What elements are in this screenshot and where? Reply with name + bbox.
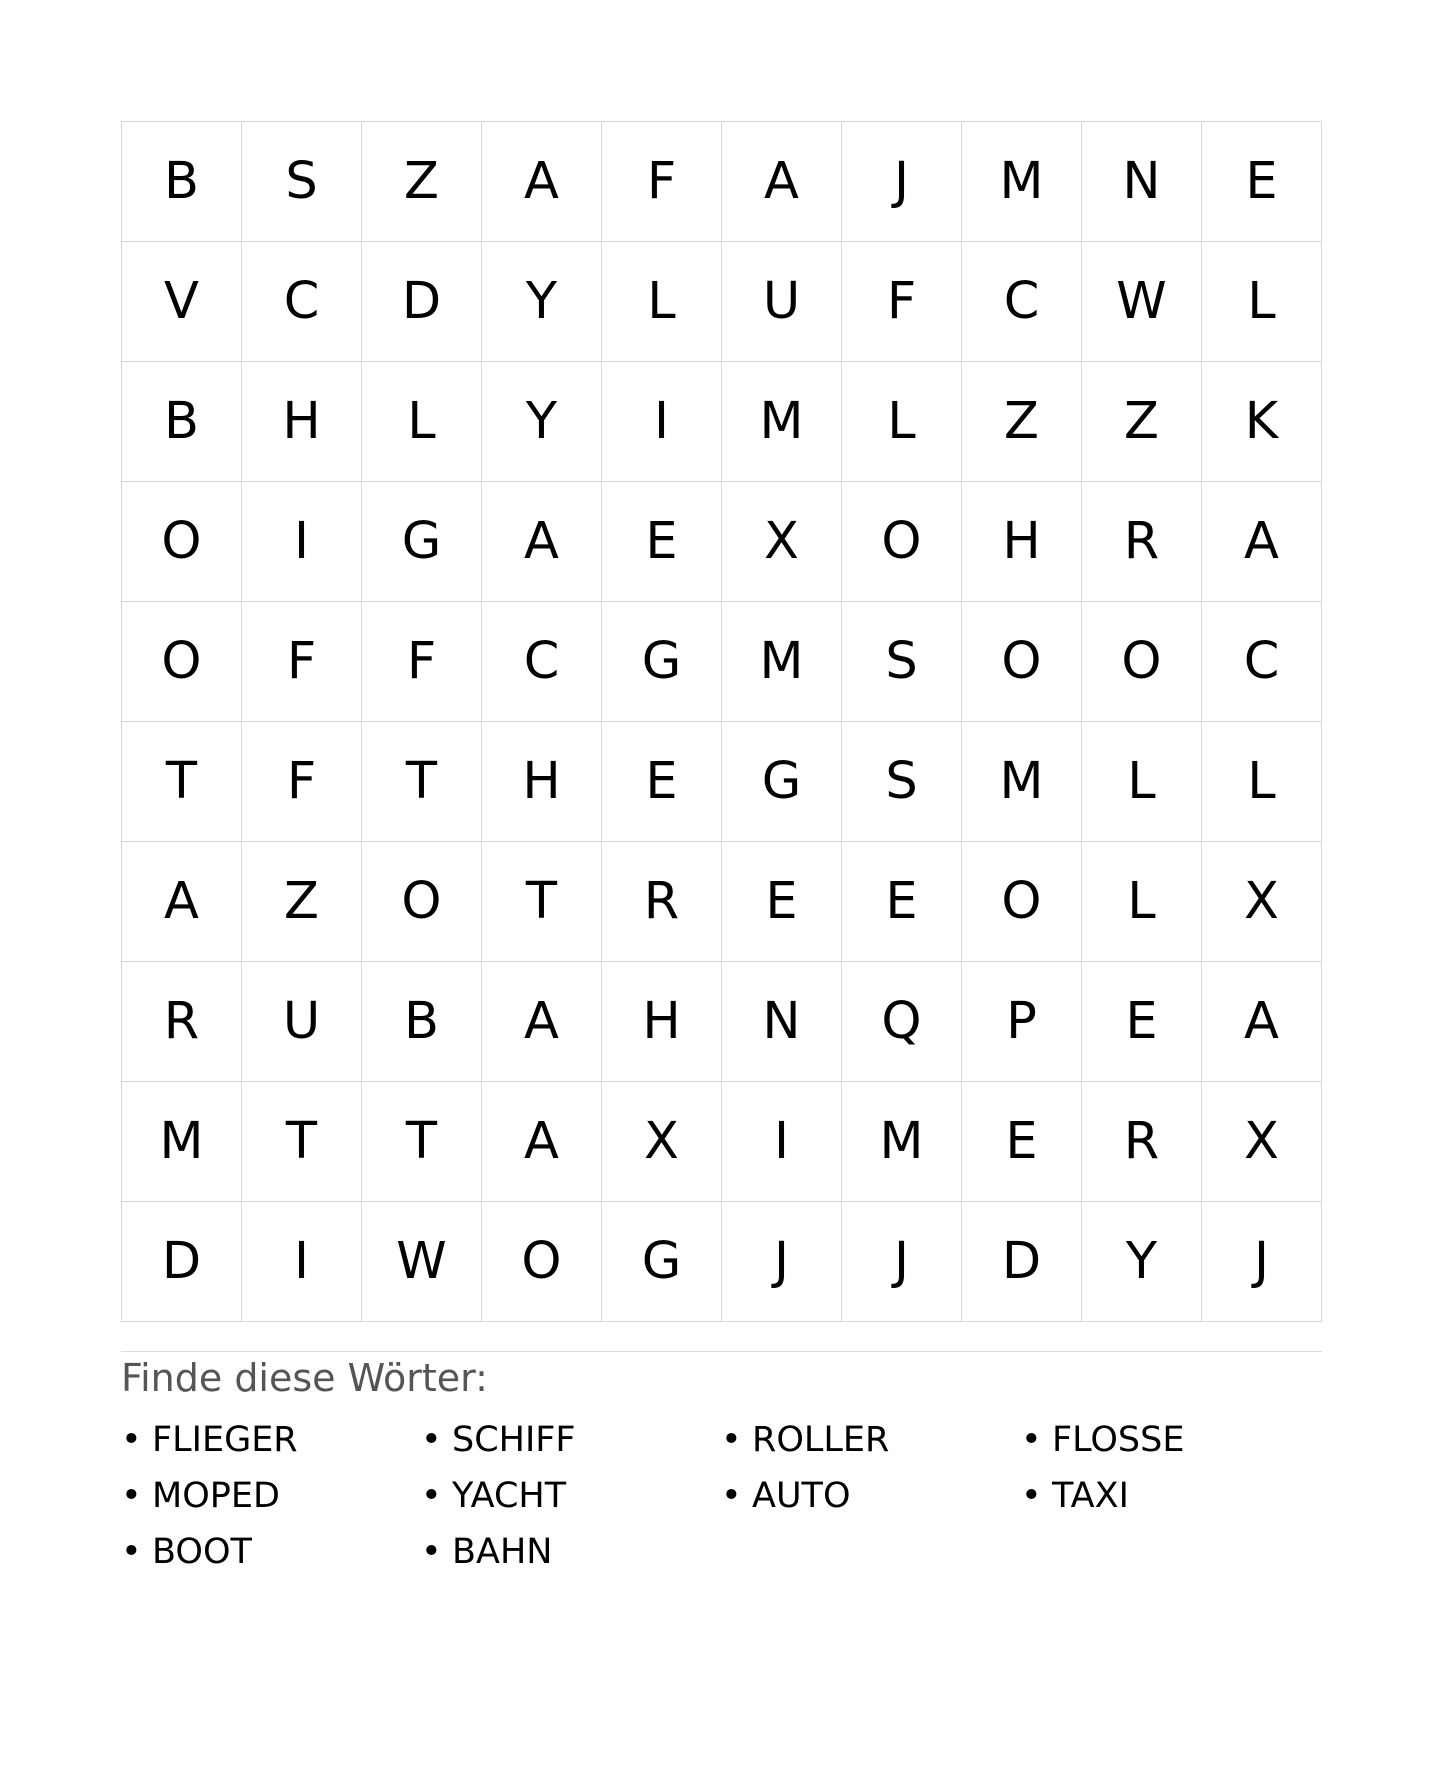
grid-cell[interactable]: C	[242, 242, 362, 362]
word-label: BOOT	[152, 1531, 252, 1572]
grid-cell[interactable]: G	[602, 602, 722, 722]
grid-cell[interactable]: G	[602, 1202, 722, 1322]
grid-cell[interactable]: M	[722, 362, 842, 482]
grid-cell[interactable]: O	[122, 482, 242, 602]
grid-cell[interactable]: O	[482, 1202, 602, 1322]
grid-cell[interactable]: N	[1082, 122, 1202, 242]
grid-cell[interactable]: Y	[482, 242, 602, 362]
grid-cell[interactable]: O	[962, 842, 1082, 962]
word-label: FLIEGER	[152, 1419, 298, 1460]
bullet-icon: •	[121, 1475, 142, 1516]
word-label: ROLLER	[752, 1419, 890, 1460]
grid-cell[interactable]: A	[482, 482, 602, 602]
grid-cell[interactable]: F	[362, 602, 482, 722]
grid-cell[interactable]: R	[602, 842, 722, 962]
grid-cell[interactable]: T	[362, 722, 482, 842]
grid-cell[interactable]: M	[722, 602, 842, 722]
bullet-icon: •	[721, 1475, 742, 1516]
grid-cell[interactable]: D	[122, 1202, 242, 1322]
grid-cell[interactable]: Z	[962, 362, 1082, 482]
grid-cell[interactable]: W	[1082, 242, 1202, 362]
grid-cell[interactable]: P	[962, 962, 1082, 1082]
grid-cell[interactable]: J	[842, 122, 962, 242]
grid-cell[interactable]: X	[602, 1082, 722, 1202]
bullet-icon: •	[1021, 1419, 1042, 1460]
grid-cell[interactable]: B	[122, 362, 242, 482]
grid-cell[interactable]: F	[242, 602, 362, 722]
grid-cell[interactable]: I	[242, 482, 362, 602]
grid-cell[interactable]: I	[722, 1082, 842, 1202]
grid-cell[interactable]: L	[1082, 722, 1202, 842]
word-list-item	[121, 1474, 421, 1518]
grid-cell[interactable]: E	[962, 1082, 1082, 1202]
grid-cell[interactable]: T	[482, 842, 602, 962]
grid-cell[interactable]: B	[362, 962, 482, 1082]
grid-cell[interactable]: S	[242, 122, 362, 242]
word-list-item	[121, 1530, 421, 1574]
grid-cell[interactable]: Y	[482, 362, 602, 482]
grid-cell[interactable]: C	[482, 602, 602, 722]
grid-cell[interactable]: M	[122, 1082, 242, 1202]
grid-cell[interactable]: U	[722, 242, 842, 362]
grid-cell[interactable]: S	[842, 602, 962, 722]
word-list-heading: Finde diese Wörter:	[121, 1356, 488, 1400]
word-label: TAXI	[1052, 1475, 1129, 1516]
bullet-icon: •	[721, 1419, 742, 1460]
grid-cell[interactable]: R	[1082, 1082, 1202, 1202]
grid-cell[interactable]: Z	[1082, 362, 1202, 482]
word-list-section	[121, 1351, 1322, 1574]
grid-cell[interactable]: L	[1082, 842, 1202, 962]
word-label: BAHN	[452, 1531, 553, 1572]
word-label: SCHIFF	[452, 1419, 576, 1460]
grid-cell[interactable]: A	[482, 122, 602, 242]
word-list-item	[421, 1418, 721, 1462]
word-list-item	[421, 1474, 721, 1518]
grid-cell[interactable]: D	[962, 1202, 1082, 1322]
bullet-icon: •	[421, 1531, 442, 1572]
grid-cell[interactable]: A	[1202, 482, 1322, 602]
grid-cell[interactable]: I	[602, 362, 722, 482]
word-list-item	[721, 1474, 1021, 1518]
grid-cell[interactable]: L	[1202, 242, 1322, 362]
grid-cell[interactable]: A	[482, 1082, 602, 1202]
grid-cell[interactable]: E	[722, 842, 842, 962]
grid-cell[interactable]: J	[842, 1202, 962, 1322]
grid-cell[interactable]: F	[242, 722, 362, 842]
grid-cell[interactable]: L	[1202, 722, 1322, 842]
word-list-item	[121, 1418, 421, 1462]
grid-cell[interactable]: E	[602, 482, 722, 602]
grid-cell[interactable]: A	[1202, 962, 1322, 1082]
grid-cell[interactable]: J	[1202, 1202, 1322, 1322]
grid-cell[interactable]: R	[1082, 482, 1202, 602]
grid-cell[interactable]: M	[962, 122, 1082, 242]
grid-cell[interactable]: E	[1202, 122, 1322, 242]
grid-cell[interactable]: O	[1082, 602, 1202, 722]
grid-cell[interactable]: N	[722, 962, 842, 1082]
word-list	[121, 1418, 1322, 1574]
word-label: FLOSSE	[1052, 1419, 1185, 1460]
word-label: MOPED	[152, 1475, 280, 1516]
word-label: AUTO	[752, 1475, 851, 1516]
grid-cell[interactable]: O	[362, 842, 482, 962]
grid-cell[interactable]: H	[962, 482, 1082, 602]
grid-cell[interactable]: J	[722, 1202, 842, 1322]
grid-cell[interactable]: D	[362, 242, 482, 362]
bullet-icon: •	[1021, 1475, 1042, 1516]
grid-cell[interactable]: K	[1202, 362, 1322, 482]
grid-cell[interactable]: O	[842, 482, 962, 602]
word-label: YACHT	[452, 1475, 567, 1516]
word-list-item	[421, 1530, 721, 1574]
grid-cell[interactable]: Z	[362, 122, 482, 242]
grid-cell[interactable]: O	[962, 602, 1082, 722]
grid-cell[interactable]: U	[242, 962, 362, 1082]
grid-cell[interactable]: F	[842, 242, 962, 362]
grid-cell[interactable]: A	[122, 842, 242, 962]
grid-cell[interactable]: Y	[1082, 1202, 1202, 1322]
grid-cell[interactable]: L	[602, 242, 722, 362]
grid-cell[interactable]: E	[602, 722, 722, 842]
grid-cell[interactable]: E	[842, 842, 962, 962]
grid-cell[interactable]: H	[482, 722, 602, 842]
grid-cell[interactable]: T	[362, 1082, 482, 1202]
grid-cell[interactable]: A	[722, 122, 842, 242]
grid-cell[interactable]: G	[722, 722, 842, 842]
grid-cell[interactable]: W	[362, 1202, 482, 1322]
grid-cell[interactable]: E	[1082, 962, 1202, 1082]
grid-cell[interactable]: Z	[242, 842, 362, 962]
grid-cell[interactable]: T	[122, 722, 242, 842]
bullet-icon: •	[421, 1475, 442, 1516]
grid-cell[interactable]: C	[962, 242, 1082, 362]
bullet-icon: •	[121, 1419, 142, 1460]
grid-cell[interactable]: X	[1202, 842, 1322, 962]
word-search-puzzle	[121, 121, 1322, 1574]
grid-cell[interactable]: M	[962, 722, 1082, 842]
word-list-item	[1021, 1418, 1321, 1462]
grid-cell[interactable]: I	[242, 1202, 362, 1322]
grid-cell[interactable]: L	[362, 362, 482, 482]
grid-cell[interactable]: Q	[842, 962, 962, 1082]
grid-cell[interactable]: V	[122, 242, 242, 362]
grid-cell[interactable]: F	[602, 122, 722, 242]
grid-cell[interactable]: O	[122, 602, 242, 722]
grid-cell[interactable]: T	[242, 1082, 362, 1202]
grid-cell[interactable]: C	[1202, 602, 1322, 722]
word-list-item	[721, 1418, 1021, 1462]
grid-cell[interactable]: L	[842, 362, 962, 482]
grid-cell[interactable]: H	[602, 962, 722, 1082]
grid-cell[interactable]: R	[122, 962, 242, 1082]
letter-grid	[121, 121, 1322, 1322]
grid-cell[interactable]: B	[122, 122, 242, 242]
bullet-icon: •	[121, 1531, 142, 1572]
word-list-item	[1021, 1474, 1321, 1518]
grid-cell[interactable]: S	[842, 722, 962, 842]
grid-cell[interactable]: X	[722, 482, 842, 602]
grid-cell[interactable]: X	[1202, 1082, 1322, 1202]
grid-cell[interactable]: G	[362, 482, 482, 602]
grid-cell[interactable]: A	[482, 962, 602, 1082]
grid-cell[interactable]: M	[842, 1082, 962, 1202]
grid-cell[interactable]: H	[242, 362, 362, 482]
bullet-icon: •	[421, 1419, 442, 1460]
